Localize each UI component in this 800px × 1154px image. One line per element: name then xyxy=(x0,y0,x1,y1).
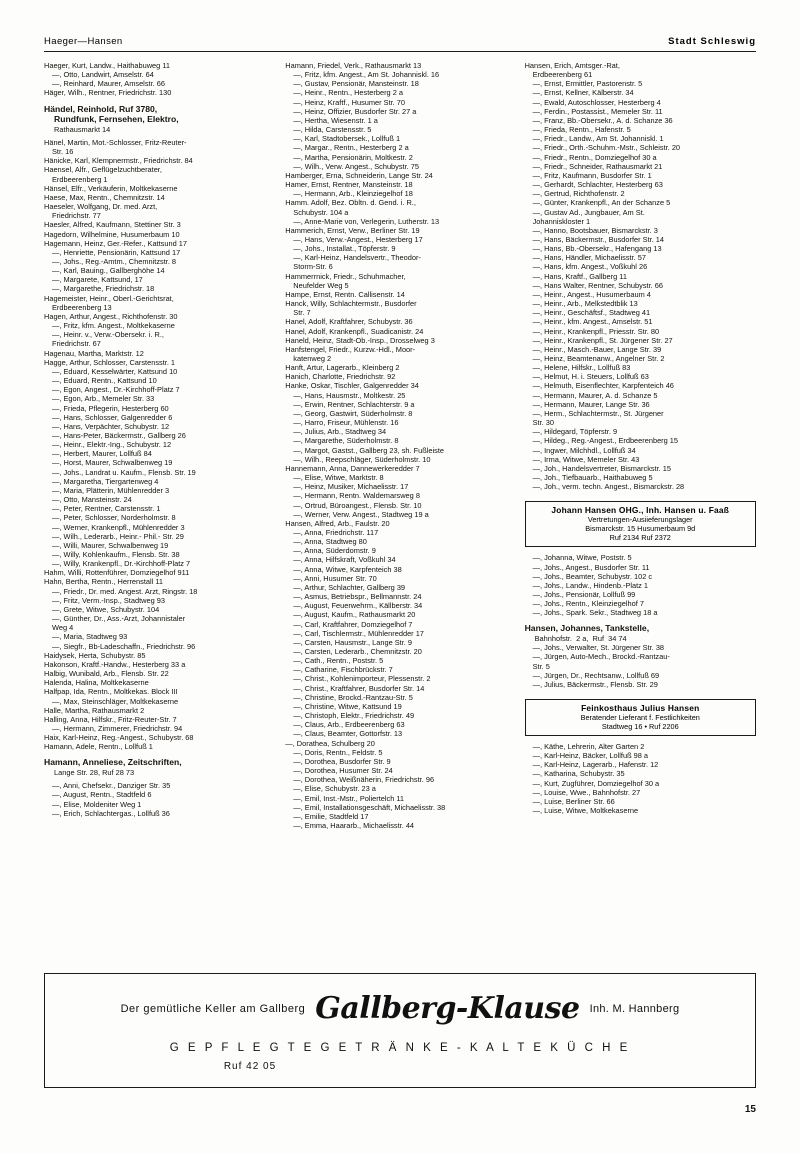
directory-entry: Hahn, Bertha, Rentn., Herrenstall 11 xyxy=(44,577,163,587)
directory-entry: —, Ernst, Kellner, Kälberstr. 34 xyxy=(532,88,634,98)
directory-entry: —, Martha, Pensionärin, Moltkestr. 2 xyxy=(293,152,413,162)
directory-entry: —, Karl-Heinz, Bäcker, Lollfuß 98 a xyxy=(532,751,649,761)
directory-entry: —, Margaretha, Tiergartenweg 4 xyxy=(52,476,159,486)
directory-entry: Hamann, Adele, Rentn., Lollfuß 1 xyxy=(44,742,153,752)
ad-line: Feinkosthaus Julius Hansen xyxy=(581,702,700,713)
directory-entry: —, Hans, Kraftf., Gallberg 11 xyxy=(532,271,627,281)
directory-entry: —, Fritz, kfm. Angest., Moltkekaserne xyxy=(52,321,175,331)
directory-entry: Haesler, Alfred, Kaufmann, Stettiner Str. 3 xyxy=(44,220,181,230)
directory-entry: —, Fritz, Kaufmann, Busdorfer Str. 1 xyxy=(532,170,652,180)
directory-entry: —, August, Rentn., Stadtfeld 6 xyxy=(52,790,152,800)
directory-entry: —, Hermann, Arb., Kleinziegelhof 18 xyxy=(293,189,413,199)
directory-entry: Hanel, Adolf, Krankenpfl., Suadicanistr. 24 xyxy=(285,326,424,336)
directory-entry: —, Max, Steinschläger, Moltkekaserne xyxy=(52,696,179,706)
directory-entry: —, Hans, Verpächter, Schubystr. 12 xyxy=(52,421,170,431)
directory-entry: Halle, Martha, Rathausmarkt 2 xyxy=(44,705,145,715)
directory-entry: —, Catharine, Fischbrückstr. 7 xyxy=(293,665,393,675)
directory-entry: —, Peter, Schlosser, Norderholmstr. 8 xyxy=(52,513,176,523)
inline-advertisement xyxy=(525,699,756,736)
directory-entry: —, Willi, Maurer, Schwalbenweg 19 xyxy=(52,540,169,550)
directory-entry: —, Elise, Moldeniter Weg 1 xyxy=(52,799,142,809)
directory-entry: —, Hans Walter, Rentner, Schubystr. 66 xyxy=(532,280,663,290)
directory-entry: —, Johs., Spark. Sekr., Stadtweg 18 a xyxy=(532,608,658,618)
directory-entry: —, Ortrud, Büroangest., Flensb. Str. 10 xyxy=(293,500,422,510)
ad-line: Vertretungen-Ausiieferungslager xyxy=(587,515,693,525)
directory-entry: —, Anni, Husumer Str. 70 xyxy=(293,573,377,583)
directory-entry: Lange Str. 28, Ruf 28 73 xyxy=(54,768,135,778)
directory-entry: Häger, Wilh., Rentner, Friedrichstr. 130 xyxy=(44,88,172,98)
directory-entry: —, Georg, Gastwirt, Süderholmstr. 8 xyxy=(293,408,413,418)
directory-entry: Halenda, Halina, Moltkekaserne xyxy=(44,678,149,688)
directory-entry: Rathausmarkt 14 xyxy=(54,124,111,134)
column-1 xyxy=(44,61,281,941)
directory-entry: —, Egon, Arb., Memeler Str. 33 xyxy=(52,394,155,404)
directory-entry: —, Ewald, Autoschlosser, Hesterberg 4 xyxy=(532,97,661,107)
directory-entry: —, Gerhardt, Schlachter, Hesterberg 63 xyxy=(532,180,663,190)
directory-entry: —, August, Kaufm., Rathausmarkt 20 xyxy=(293,610,416,620)
directory-entry: —, Werner, Verw. Angest., Stadtweg 19 a xyxy=(293,509,429,519)
directory-entry: Haidysek, Herta, Schubystr. 85 xyxy=(44,650,146,660)
directory-entry: —, Hildeg., Reg.-Angest., Erdbeerenberg 15 xyxy=(532,436,679,446)
directory-entry: Hagenau, Martha, Marktstr. 12 xyxy=(44,348,144,358)
directory-entry: —, Margarete, Kattsund, 17 xyxy=(52,275,143,285)
directory-entry: —, Johs., Beamter, Schubystr. 102 c xyxy=(532,571,653,581)
ad-line: Ruf 2134 Ruf 2372 xyxy=(609,533,671,543)
directory-entry: —, Julius, Bäckermstr., Flensb. Str. 29 xyxy=(532,679,658,689)
ad-slogan: Der gemütliche Keller am Gallberg xyxy=(120,1002,306,1015)
directory-entry: —, Harro, Friseur, Mühlenstr. 16 xyxy=(293,418,399,428)
directory-entry: —, Johanna, Witwe, Poststr. 5 xyxy=(532,553,632,563)
directory-entry: Hamm. Adolf, Bez. Obltn. d. Gend. i. R., xyxy=(285,198,416,208)
entry-spacer xyxy=(525,491,756,495)
directory-entry: —, Erwin, Rentner, Schlachterstr. 9 a xyxy=(293,399,415,409)
directory-sheet xyxy=(44,36,756,1118)
directory-entry: Hakonson, Kraftf.-Handw., Hesterberg 33 a xyxy=(44,659,186,669)
directory-entry: Haix, Karl-Heinz, Reg.-Angest., Schubystr. 68 xyxy=(44,733,194,743)
directory-entry: —, Jürgen, Dr., Rechtsanw., Lollfuß 69 xyxy=(532,670,660,680)
directory-entry: —, Franz, Bb.-Obersekr., A. d. Schanze 36 xyxy=(532,115,673,125)
directory-entry: —, Helmut, H. i. Steuers, Lollfuß 63 xyxy=(532,372,649,382)
directory-entry: —, Friedr., Dr. med. Angest. Arzt, Ringstr. 18 xyxy=(52,586,198,596)
directory-entry: Hanel, Adolf, Kraftfahrer, Schubystr. 36 xyxy=(285,317,413,327)
directory-entry: —, August, Feuerwehrm., Källberstr. 34 xyxy=(293,601,423,611)
directory-entry: —, Günther, Dr., Ass.-Arzt, Johannistaler xyxy=(52,614,186,624)
directory-entry: —, Gertrud, Richthofenstr. 2 xyxy=(532,189,625,199)
directory-entry: —, Hildegard, Töpferstr. 9 xyxy=(532,427,618,437)
directory-entry: —, Johs., Installat., Töpferstr. 9 xyxy=(293,244,396,254)
directory-entry: —, Hermann, Maurer, A. d. Schanze 5 xyxy=(532,390,658,400)
directory-entry: Hanfstengel, Friedr., Kurzw.-Hdl., Moor- xyxy=(285,344,416,354)
directory-entry: —, Dorothea, Busdorfer Str. 9 xyxy=(293,756,391,766)
directory-entry: —, Wilh., Lederarb., Heinr.- Phil.- Str. 29 xyxy=(52,531,184,541)
directory-entry: —, Heinz, Beamtenanw., Angelner Str. 2 xyxy=(532,354,665,363)
bottom-advertisement xyxy=(44,973,756,1088)
directory-entry: Haeger, Kurt, Landw., Haithabuweg 11 xyxy=(44,61,170,70)
directory-entry: —, Egon, Angest., Dr.-Kirchhoff-Platz 7 xyxy=(52,385,180,395)
directory-entry: —, Anne-Marie von, Verlegerin, Lutherstr. 13 xyxy=(293,216,440,226)
directory-entry: Hampe, Ernst, Rentn. Callisenstr. 14 xyxy=(285,289,405,299)
directory-entry: —, Christine, Brockd.-Rantzau-Str. 5 xyxy=(293,692,413,702)
directory-entry: —, Katharina, Schubystr. 35 xyxy=(532,769,625,779)
column-3 xyxy=(519,61,756,941)
ad-line: Beratender Lieferant f. Festlichkeiten xyxy=(580,712,700,722)
directory-entry: —, Emil, Installationsgeschäft, Michaelisstr. 38 xyxy=(293,802,446,812)
directory-entry: —, Ferdin., Postassist., Memeler Str. 11 xyxy=(532,106,663,116)
directory-entry: Hannemann, Anna, Dannewerkeredder 7 xyxy=(285,463,420,473)
directory-entry: —, Erich, Schlachtergas., Lollfuß 36 xyxy=(52,808,170,818)
ad-owner: Inh. M. Hannberg xyxy=(589,1002,680,1015)
directory-entry: —, Wilh., Reepschläger, Süderholmstr. 10 xyxy=(293,454,431,464)
directory-entry: —, Arthur, Schlachter, Gallberg 39 xyxy=(293,582,406,592)
directory-entry: Hagemeister, Heinr., Oberl.-Gerichtsrat, xyxy=(44,293,174,303)
directory-entry: —, Anna, Süderdomstr. 9 xyxy=(293,546,376,556)
directory-entry: —, Emil, Inst.-Mstr., Poliertelch 11 xyxy=(293,793,405,803)
directory-entry: —, Margarethe, Süderholmstr. 8 xyxy=(293,436,399,446)
directory-entry: —, Karl-Heinz, Lagerarb., Hafenstr. 12 xyxy=(532,760,659,770)
directory-entry: —, Helene, Hilfskr., Lollfuß 83 xyxy=(532,363,631,373)
directory-entry: —, Heinz, Musiker, Michaelisstr. 17 xyxy=(293,482,409,492)
page-number: 15 xyxy=(744,1104,756,1115)
directory-entry: —, Heinz, Kraftf., Husumer Str. 70 xyxy=(293,97,406,107)
directory-entry: —, Asmus, Betriebspr., Bellmannstr. 24 xyxy=(293,592,422,602)
directory-entry: —, Hanno, Bootsbauer, Bismarckstr. 3 xyxy=(532,225,658,235)
directory-entry: —, Hertha, Wiesenstr. 1 a xyxy=(293,115,378,125)
directory-entry: —, Frieda, Pflegerin, Hesterberg 60 xyxy=(52,403,169,413)
directory-entry: Bahnhofstr. 2 a, Ruf 34 74 xyxy=(534,634,627,644)
ad-line: Bismarckstr. 15 Husumerbaum 9d xyxy=(585,524,696,534)
directory-entry: Hamer, Ernst, Rentner, Mansteinstr. 18 xyxy=(285,180,413,190)
header-rule xyxy=(44,51,756,52)
directory-entry: Hanke, Oskar, Tischler, Galgenredder 34 xyxy=(285,381,419,391)
directory-entry: —, Karl-Heinz, Handelsvertr., Theodor- xyxy=(293,253,421,263)
directory-entry: —, Heinr., Krankenpfl., St. Jürgener Str. 27 xyxy=(532,335,673,345)
directory-entry: —, Margarethe, Friedrichstr. 18 xyxy=(52,284,155,294)
directory-entry: katenweg 2 xyxy=(293,354,332,363)
directory-entry: —, Herm., Schlachtermstr., St. Jürgener xyxy=(532,408,664,418)
directory-entry: —, Karl, Bauing., Gallberghöhe 14 xyxy=(52,266,165,276)
directory-entry: —, Gustav, Pensionär, Mansteinstr. 18 xyxy=(293,79,419,89)
directory-entry: —, Gustav Ad., Jungbauer, Am St. xyxy=(532,207,645,217)
directory-entry: —, Henriette, Pensionärin, Kattsund 17 xyxy=(52,247,181,257)
directory-entry: —, Elise, Witwe, Marktstr. 8 xyxy=(293,473,384,483)
directory-entry: —, Heinr., kfm. Angest., Amselstr. 51 xyxy=(532,317,653,327)
directory-entry: Haeseler, Wolfgang, Dr. med. Arzt, xyxy=(44,202,158,212)
directory-entry: —, Carl, Tischlermstr., Mühlenredder 17 xyxy=(293,628,424,638)
directory-entry: Str. 16 xyxy=(52,147,74,157)
directory-entry: —, Herbert, Maurer, Lollfuß 84 xyxy=(52,449,152,459)
directory-entry: —, Heinr., Krankenpfl., Priesstr. Str. 80 xyxy=(532,326,660,336)
directory-entry: —, Cath., Rentn., Poststr. 5 xyxy=(293,656,384,666)
directory-entry: —, Friedr., Schneider, Rathausmarkt 21 xyxy=(532,161,663,171)
directory-entry: —, Heinz, Offizier, Busdorfer Str. 27 a xyxy=(293,106,417,116)
directory-entry: Friedrichstr. 67 xyxy=(52,339,101,349)
directory-entry: —, Christine, Witwe, Kattsund 19 xyxy=(293,701,402,711)
directory-entry: —, Hans, Bb.-Obersekr., Hafengang 13 xyxy=(532,244,662,254)
directory-entry: —, Dorothea, Husumer Str. 24 xyxy=(293,766,393,776)
directory-entry: —, Otto, Mansteinstr. 24 xyxy=(52,495,132,505)
directory-entry: Hamann, Friedel, Verk., Rathausmarkt 13 xyxy=(285,61,422,70)
running-header xyxy=(44,36,756,51)
directory-entry: Neufelder Weg 5 xyxy=(293,280,349,290)
directory-entry: Hansen, Erich, Amtsger.-Rat, xyxy=(524,61,620,70)
directory-entry: Hammerich, Ernst, Verw., Berliner Str. 19 xyxy=(285,225,420,235)
directory-entry: —, Johs., Angest., Busdorfer Str. 11 xyxy=(532,562,650,572)
directory-entry: —, Doris, Rentn., Feldstr. 5 xyxy=(293,747,383,757)
directory-entry: Storm-Str. 6 xyxy=(293,262,333,272)
directory-entry: —, Maria, Plätterin, Mühlenredder 3 xyxy=(52,485,170,495)
ad-brand-name: Gallberg-Klause xyxy=(315,991,580,1026)
directory-entry: Erdbeerenberg 13 xyxy=(52,302,112,312)
directory-entry: —, Johs., Landrat u. Kaufm., Flensb. Str. 19 xyxy=(52,467,196,477)
directory-entry: —, Christ., Kraftfahrer, Busdorfer Str. 14 xyxy=(293,683,425,693)
directory-entry: —, Maria, Stadtweg 93 xyxy=(52,632,128,642)
directory-entry: —, Anna, Witwe, Karpfenteich 38 xyxy=(293,564,402,574)
directory-entry: Halling, Anna, Hilfskr., Fritz-Reuter-Str. 7 xyxy=(44,714,177,724)
directory-entry: Hammerrnick, Friedr., Schuhmacher, xyxy=(285,271,406,281)
directory-entry: —, Hans, Hausmstr., Moltkestr. 25 xyxy=(293,390,406,400)
directory-entry: Hamberger, Erna, Schneiderin, Lange Str. 24 xyxy=(285,170,433,180)
directory-entry: Friedrichstr. 77 xyxy=(52,211,101,221)
directory-entry: —, Anna, Hilfskraft, Voßkuhl 34 xyxy=(293,555,396,565)
directory-entry: —, Christ., Kohlenimporteur, Plessenstr. 2 xyxy=(293,674,431,684)
directory-entry: —, Peter, Rentner, Carstensstr. 1 xyxy=(52,504,161,514)
directory-entry: —, Heinr., Masch.-Bauer, Lange Str. 39 xyxy=(532,344,662,354)
directory-entry: —, Otto, Landwirt, Amselstr. 64 xyxy=(52,70,154,80)
directory-entry: —, Friedr., Orth.-Schuhm.-Mstr., Schleistr. 20 xyxy=(532,143,681,153)
directory-entry: —, Hans, Händler, Michaelisstr. 57 xyxy=(532,253,646,263)
directory-entry: —, Heinr., Elektr.-Ing., Schubystr. 12 xyxy=(52,440,172,450)
directory-entry: Str. 7 xyxy=(293,308,311,318)
directory-entry: —, Ernst, Ermittler, Pastorenstr. 5 xyxy=(532,79,643,89)
directory-entry: —, Irma, Witwe, Memeler Str. 43 xyxy=(532,454,640,464)
ad-phone: Ruf 42 05 xyxy=(223,1061,277,1072)
directory-entry: —, Johs., Landw., Hindenb.-Platz 1 xyxy=(532,580,649,590)
directory-entry: —, Margot, Gastst., Gallberg 23, sh. Fußleiste xyxy=(293,445,445,455)
directory-entry: —, Claus, Arb., Erdbeerenberg 63 xyxy=(293,720,405,730)
directory-entry: —, Hilda, Carstensstr. 5 xyxy=(293,125,372,135)
directory-entry: —, Fritz, kfm. Angest., Am St. Johanniskl. 16 xyxy=(293,70,440,80)
directory-entry: —, Wilh., Verw. Angest., Schubystr. 75 xyxy=(293,161,419,171)
directory-entry: Hanck, Willy, Schlachtermstr., Busdorfer xyxy=(285,299,417,309)
directory-heading: Händel, Reinhold, Ruf 3780, xyxy=(44,103,158,114)
directory-entry: —, Johs., Verwalter, St. Jürgener Str. 38 xyxy=(532,643,665,653)
directory-columns xyxy=(44,61,756,941)
directory-entry: Haensel, Alfr., Geflügelzuchtberater, xyxy=(44,165,162,175)
directory-entry: Halbig, Wunibald, Arb., Flensb. Str. 22 xyxy=(44,669,169,679)
directory-entry: —, Margar., Rentn., Hesterberg 2 a xyxy=(293,143,409,153)
directory-entry: Hagemann, Heinz, Ger.-Refer., Kattsund 17 xyxy=(44,238,187,248)
directory-entry: —, Louise, Wwe., Bahnhofstr. 27 xyxy=(532,787,641,797)
directory-entry: —, Willy, Krankenpfl., Dr.-Kirchhoff-Platz 7 xyxy=(52,559,191,569)
directory-entry: —, Heinr., Geschäftsf., Stadtweg 41 xyxy=(532,308,651,318)
directory-entry: —, Hans, Schlosser, Galgenredder 6 xyxy=(52,412,173,422)
directory-entry: —, Christoph, Elektr., Friedrichstr. 49 xyxy=(293,711,415,721)
directory-entry: —, Luise, Berliner Str. 66 xyxy=(532,796,615,806)
directory-entry: —, Ingwer, Milchhdl., Lollfuß 34 xyxy=(532,445,636,455)
directory-entry: —, Carl, Kraftfahrer, Domziegelhof 7 xyxy=(293,619,413,629)
directory-heading: Hansen, Johannes, Tankstelle, xyxy=(524,623,650,634)
directory-entry: —, Eduard, Rentn., Kattsund 10 xyxy=(52,376,157,386)
directory-entry: —, Johs., Rentn., Kleinziegelhof 7 xyxy=(532,599,644,609)
directory-entry: Hagge, Arthur, Schlosser, Carstensstr. 1 xyxy=(44,357,176,367)
directory-entry: —, Karl, Stadtobersek., Lollfuß 1 xyxy=(293,134,401,144)
directory-entry: —, Anna, Stadtweg 80 xyxy=(293,537,367,547)
directory-entry: —, Elise, Schubystr. 23 a xyxy=(293,784,376,794)
directory-entry: —, Käthe, Lehrerin, Alter Garten 2 xyxy=(532,741,645,751)
directory-entry: Erdbeerenberg 61 xyxy=(532,70,593,80)
directory-entry: —, Eduard, Kesselwärter, Kattsund 10 xyxy=(52,366,178,376)
directory-entry: Str. 5 xyxy=(532,661,550,671)
column-2 xyxy=(281,61,518,941)
directory-entry: Johanniskloster 1 xyxy=(532,216,591,226)
directory-entry: —, Julius, Arb., Stadtweg 34 xyxy=(293,427,387,437)
directory-entry: —, Friedr., Landw., Am St. Johanniskl. 1 xyxy=(532,134,664,144)
directory-entry: Hänsel, Elfr., Verkäuferin, Moltkekaserne xyxy=(44,183,178,193)
ad-line: Johann Hansen OHG., Inh. Hansen u. Faaß xyxy=(551,505,730,516)
directory-entry: —, Carsten, Lederarb., Chemnitzstr. 20 xyxy=(293,647,422,656)
ad-headline-row xyxy=(45,989,755,1026)
directory-entry: —, Helmuth, Eisenflechter, Karpfenteich 46 xyxy=(532,381,674,391)
directory-entry: —, Dorathea, Schulberg 20 xyxy=(285,738,375,748)
directory-entry: —, Luise, Witwe, Moltkekaserne xyxy=(532,806,639,816)
directory-entry: —, Hermann, Maurer, Lange Str. 36 xyxy=(532,399,650,409)
directory-entry: —, Claus, Beamter, Gottorfstr. 13 xyxy=(293,729,403,739)
directory-entry: —, Willy, Kohlenkaufm., Flensb. Str. 38 xyxy=(52,550,180,559)
running-header-right: Stadt Schleswig xyxy=(668,36,756,47)
entry-spacer xyxy=(525,689,756,693)
directory-entry: —, Fritz, Verm.-Insp., Stadtweg 93 xyxy=(52,595,165,605)
directory-entry: —, Johs., Reg.-Amtm., Chemnitzstr. 8 xyxy=(52,257,177,266)
directory-entry: —, Jürgen, Auto-Mech., Brockd.-Rantzau- xyxy=(532,652,670,662)
inline-advertisement xyxy=(525,501,756,547)
directory-entry: —, Joh., Handelsvertreter, Bismarckstr. 15 xyxy=(532,463,672,473)
directory-entry: Str. 30 xyxy=(532,418,554,428)
directory-entry: —, Hermann, Rentn. Waldemarsweg 8 xyxy=(293,491,420,501)
directory-entry: —, Heinr., Angest., Husumerbaum 4 xyxy=(532,289,651,299)
directory-entry: Weg 4 xyxy=(52,623,74,633)
directory-entry: Haese, Max, Rentn., Chemnitzstr. 14 xyxy=(44,192,165,202)
directory-entry: Schubystr. 104 a xyxy=(293,207,349,217)
directory-entry: —, Siegfr., Bb-Ladeschaffn., Friedrichstr. 96 xyxy=(52,641,196,651)
directory-entry: Hanft, Artur, Lagerarb., Kleinberg 2 xyxy=(285,363,400,373)
directory-entry: —, Heinr., Rentn., Hesterberg 2 a xyxy=(293,88,403,98)
directory-entry: —, Emilie, Stadtfeld 17 xyxy=(293,811,369,821)
directory-entry: Halfpap, Ida, Rentn., Moltkekas. Block III xyxy=(44,687,178,697)
directory-entry: —, Hans, kfm. Angest., Voßkuhl 26 xyxy=(532,262,648,272)
directory-entry: —, Anni, Chefsekr., Danziger Str. 35 xyxy=(52,781,171,791)
directory-entry: —, Emma, Haararb., Michaelisstr. 44 xyxy=(293,820,415,830)
directory-heading: Hamann, Anneliese, Zeitschriften, xyxy=(44,757,182,768)
directory-entry: —, Werner, Krankenpfl., Mühlenredder 3 xyxy=(52,522,185,532)
directory-entry: Hänel, Martin, Mot.-Schlosser, Fritz-Reuter- xyxy=(44,137,187,147)
directory-entry: —, Kurt, Zugführer, Domziegelhof 30 a xyxy=(532,778,660,788)
directory-entry: —, Hermann, Zimmerer, Friedrichstr. 94 xyxy=(52,723,183,733)
directory-entry: —, Johs., Pensionär, Lollfuß 99 xyxy=(532,589,636,599)
directory-entry: Hanich, Charlotte, Friedrichstr. 92 xyxy=(285,372,396,382)
directory-entry: —, Hans-Peter, Bäckermstr., Gallberg 26 xyxy=(52,430,186,440)
directory-entry: Haneld, Heinz, Stadt-Ob.-Insp., Drosselweg 3 xyxy=(285,335,435,345)
directory-entry: Hänicke, Karl, Klempnermstr., Friedrichstr. 84 xyxy=(44,156,193,166)
directory-entry: Hahm, Willi, Rottenführer, Domziegelhof 911 xyxy=(44,568,190,578)
directory-entry: —, Anna, Friedrichstr. 117 xyxy=(293,527,379,537)
directory-entry: —, Friedr., Rentn., Domziegelhof 30 a xyxy=(532,152,657,162)
directory-entry: —, Heinr., Arb., Melkstedtblik 13 xyxy=(532,299,638,309)
directory-entry: —, Reinhard, Maurer, Amselstr. 66 xyxy=(52,79,165,89)
directory-entry: Hagen, Arthur, Angest., Richthofenstr. 30 xyxy=(44,311,178,321)
directory-entry: —, Heinr. v., Verw.-Obersekr. i. R., xyxy=(52,330,164,340)
directory-entry: —, Frieda, Rentn., Hafenstr. 5 xyxy=(532,125,631,135)
directory-heading: Rundfunk, Fernsehen, Elektro, xyxy=(54,114,179,125)
ad-tagline: G E P F L E G T E G E T R Ä N K E - K A L T E K Ü C H E xyxy=(169,1042,631,1054)
directory-entry: —, Günter, Krankenpfl., An der Schanze 5 xyxy=(532,198,671,208)
directory-entry: —, Joh., verm. techn. Angest., Bismarckstr. 28 xyxy=(532,482,685,492)
directory-entry: —, Hans, Bäckermstr., Busdorfer Str. 14 xyxy=(532,234,665,244)
directory-entry: —, Dorothea, Weißnäherin, Friedrichstr. 96 xyxy=(293,775,435,785)
directory-entry: —, Joh., Tiefbauarb., Haithabuweg 5 xyxy=(532,473,653,483)
directory-entry: —, Horst, Maurer, Schwalbenweg 19 xyxy=(52,458,173,468)
running-header-left: Haeger—Hansen xyxy=(44,36,123,47)
directory-entry: Erdbeerenberg 1 xyxy=(52,174,108,184)
directory-entry: Hansen, Alfred, Arb., Faulstr. 20 xyxy=(285,518,390,528)
directory-entry: —, Grete, Witwe, Schubystr. 104 xyxy=(52,604,160,614)
directory-entry: —, Carsten, Hausmstr., Lange Str. 9 xyxy=(293,637,413,647)
directory-entry: Hagedorn, Wilhelmine, Husumerbaum 10 xyxy=(44,229,180,239)
directory-entry: —, Hans, Verw.-Angest., Hesterberg 17 xyxy=(293,234,423,244)
ad-line: Stadtweg 16 • Ruf 2206 xyxy=(601,721,679,731)
